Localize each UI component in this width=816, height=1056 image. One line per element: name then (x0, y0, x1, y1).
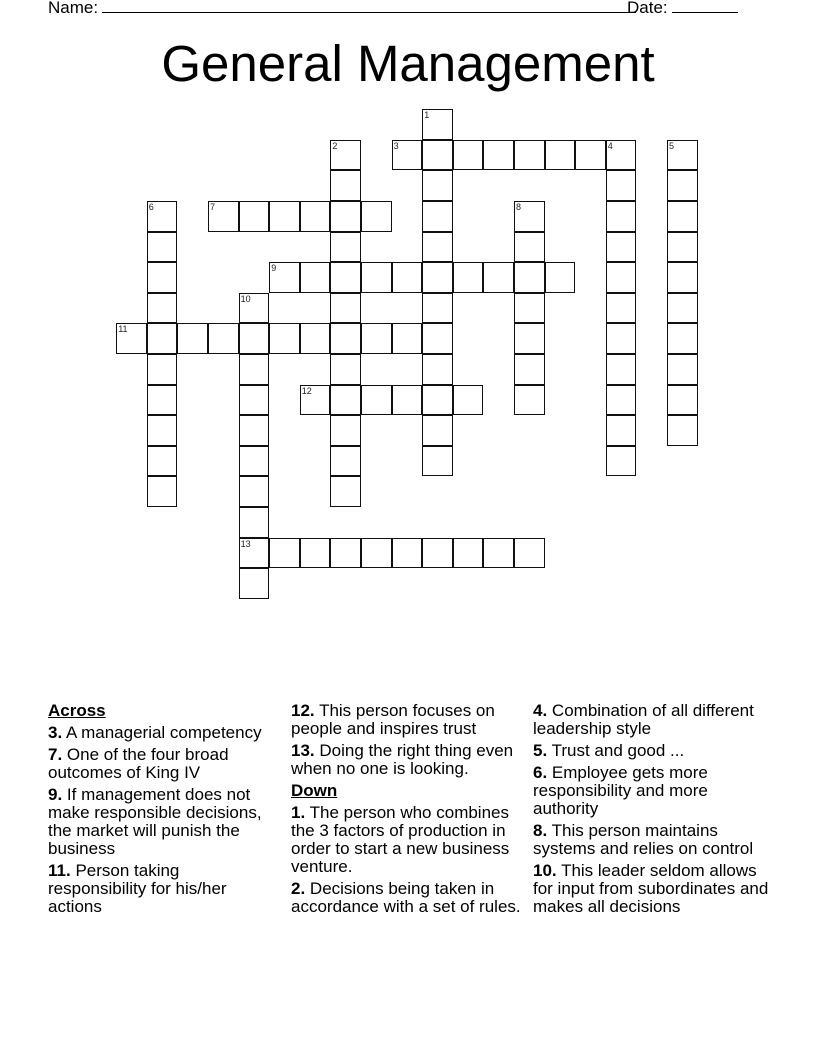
grid-cell[interactable] (606, 232, 637, 263)
grid-cell[interactable] (239, 354, 270, 385)
grid-cell[interactable] (453, 538, 484, 569)
grid-cell[interactable] (330, 293, 361, 324)
grid-cell[interactable] (667, 293, 698, 324)
grid-cell[interactable] (514, 140, 545, 171)
clue-down-2: 2. Decisions being taken in accordance with a set of rules. (291, 879, 521, 916)
down-heading: Down (291, 781, 338, 800)
grid-cell[interactable] (606, 293, 637, 324)
grid-cell[interactable] (330, 538, 361, 569)
clue-across-7: 7. One of the four broad outcomes of King IV (48, 745, 229, 782)
clue-down-8: 8. This person maintains systems and relies on control (533, 821, 754, 858)
clue-across-11: 11. Person taking responsibility for his/her actions (48, 861, 227, 916)
clue-down-6: 6. Employee gets more responsibility and more authority (533, 763, 708, 818)
clue-number: 11 (118, 324, 128, 335)
clue-number: 1 (424, 110, 430, 121)
clue-number: 6 (148, 202, 154, 212)
grid-cell[interactable] (667, 323, 698, 354)
grid-cell[interactable] (392, 262, 423, 293)
grid-cell[interactable] (606, 446, 637, 477)
clue-number: 10 (240, 293, 251, 304)
clue-number: 4 (607, 140, 613, 151)
grid-cell[interactable] (269, 262, 300, 293)
across-heading: Across (48, 701, 106, 720)
clue-across-9: 9. If management does not make responsible decisions, the market will punish the business (48, 785, 262, 858)
grid-cell[interactable] (422, 140, 453, 171)
clue-column-2 (291, 702, 531, 920)
grid-cell[interactable] (147, 446, 178, 477)
grid-cell[interactable] (239, 293, 270, 324)
grid-cell[interactable] (392, 140, 423, 171)
grid-cell[interactable] (422, 446, 453, 477)
grid-cell[interactable] (330, 262, 361, 293)
grid-cell[interactable] (177, 323, 208, 354)
grid-cell[interactable] (606, 262, 637, 293)
grid-cell[interactable] (667, 354, 698, 385)
grid-cell[interactable] (575, 140, 606, 171)
clue-number: 2 (332, 140, 338, 151)
grid-cell[interactable] (514, 293, 545, 324)
grid-cell[interactable] (422, 262, 453, 293)
clue-down-5: 5. Trust and good ... (533, 741, 685, 760)
grid-cell[interactable] (147, 476, 178, 507)
grid-cell[interactable] (606, 140, 637, 171)
grid-cell[interactable] (269, 538, 300, 569)
grid-cell[interactable] (239, 385, 270, 416)
grid-cell[interactable] (300, 201, 331, 232)
grid-cell[interactable] (239, 476, 270, 507)
clue-number: 5 (669, 140, 675, 151)
grid-cell[interactable] (514, 354, 545, 385)
grid-cell[interactable] (667, 232, 698, 263)
grid-cell[interactable] (300, 385, 331, 416)
grid-cell[interactable] (239, 568, 270, 599)
grid-cell[interactable] (422, 415, 453, 446)
grid-cell[interactable] (239, 538, 270, 569)
grid-cell[interactable] (330, 323, 361, 354)
grid-cell[interactable] (422, 109, 453, 140)
grid-cell[interactable] (330, 140, 361, 171)
grid-cell[interactable] (147, 385, 178, 416)
grid-cell[interactable] (667, 415, 698, 446)
grid-cell[interactable] (606, 385, 637, 416)
grid-cell[interactable] (330, 354, 361, 385)
grid-cell[interactable] (330, 201, 361, 232)
clue-number: 7 (210, 202, 216, 212)
grid-cell[interactable] (208, 323, 239, 354)
grid-cell[interactable] (606, 354, 637, 385)
grid-cell[interactable] (483, 262, 514, 293)
grid-cell[interactable] (392, 538, 423, 569)
grid-cell[interactable] (300, 323, 331, 354)
grid-cell[interactable] (330, 385, 361, 416)
grid-cell[interactable] (514, 201, 545, 232)
grid-cell[interactable] (514, 385, 545, 416)
grid-cell[interactable] (361, 385, 392, 416)
grid-cell[interactable] (422, 232, 453, 263)
grid-cell[interactable] (330, 446, 361, 477)
grid-cell[interactable] (667, 385, 698, 416)
grid-cell[interactable] (330, 170, 361, 201)
grid-cell[interactable] (239, 323, 270, 354)
grid-cell[interactable] (147, 262, 178, 293)
grid-cell[interactable] (606, 323, 637, 354)
grid-cell[interactable] (239, 415, 270, 446)
clue-column-3 (533, 702, 773, 920)
clue-down-1: 1. The person who combines the 3 factors of production in order to start a new business venture. (291, 803, 510, 876)
grid-cell[interactable] (269, 323, 300, 354)
clue-number: 3 (393, 140, 399, 151)
grid-cell[interactable] (300, 538, 331, 569)
grid-cell[interactable] (361, 538, 392, 569)
grid-cell[interactable] (545, 262, 576, 293)
grid-cell[interactable] (147, 293, 178, 324)
grid-cell[interactable] (422, 293, 453, 324)
grid-cell[interactable] (667, 140, 698, 171)
grid-cell[interactable] (667, 262, 698, 293)
grid-cell[interactable] (606, 201, 637, 232)
grid-cell[interactable] (147, 323, 178, 354)
clue-across-13: 13. Doing the right thing even when no one is looking. (291, 741, 514, 778)
grid-cell[interactable] (422, 323, 453, 354)
grid-cell[interactable] (392, 385, 423, 416)
grid-cell[interactable] (422, 538, 453, 569)
clue-number: 13 (240, 538, 251, 549)
grid-cell[interactable] (422, 170, 453, 201)
clue-down-4: 4. Combination of all different leadership style (533, 701, 754, 738)
grid-cell[interactable] (239, 446, 270, 477)
grid-cell[interactable] (147, 415, 178, 446)
grid-cell[interactable] (269, 201, 300, 232)
clue-number: 9 (271, 263, 277, 274)
grid-cell[interactable] (514, 232, 545, 263)
clue-number: 8 (516, 202, 522, 212)
grid-cell[interactable] (147, 354, 178, 385)
grid-cell[interactable] (545, 140, 576, 171)
grid-cell[interactable] (330, 476, 361, 507)
grid-cell[interactable] (361, 323, 392, 354)
name-label: Name: (48, 0, 99, 17)
grid-cell[interactable] (514, 323, 545, 354)
clue-across-3: 3. A managerial competency (48, 723, 262, 742)
clue-column-1 (48, 702, 278, 920)
grid-cell[interactable] (116, 323, 147, 354)
grid-cell[interactable] (147, 232, 178, 263)
grid-cell[interactable] (422, 201, 453, 232)
clue-down-10: 10. This leader seldom allows for input from subordinates and makes all decisions (533, 861, 769, 916)
grid-cell[interactable] (514, 262, 545, 293)
grid-cell[interactable] (422, 385, 453, 416)
grid-cell[interactable] (667, 201, 698, 232)
grid-cell[interactable] (239, 201, 270, 232)
grid-cell[interactable] (392, 323, 423, 354)
grid-cell[interactable] (330, 415, 361, 446)
grid-cell[interactable] (239, 507, 270, 538)
grid-cell[interactable] (453, 385, 484, 416)
grid-cell[interactable] (453, 262, 484, 293)
grid-cell[interactable] (361, 262, 392, 293)
grid-cell[interactable] (361, 201, 392, 232)
grid-cell[interactable] (453, 140, 484, 171)
grid-cell[interactable] (300, 262, 331, 293)
grid-cell[interactable] (514, 538, 545, 569)
page-title: General Management (161, 35, 655, 92)
grid-cell[interactable] (483, 538, 514, 569)
date-label: Date: (627, 0, 668, 17)
grid-cell[interactable] (422, 354, 453, 385)
grid-cell[interactable] (147, 201, 178, 232)
grid-cell[interactable] (208, 201, 239, 232)
grid-cell[interactable] (606, 170, 637, 201)
clue-across-12: 12. This person focuses on people and inspires trust (291, 701, 495, 738)
grid-cell[interactable] (330, 232, 361, 263)
clue-number: 12 (301, 385, 312, 396)
grid-cell[interactable] (483, 140, 514, 171)
grid-cell[interactable] (667, 170, 698, 201)
grid-cell[interactable] (606, 415, 637, 446)
